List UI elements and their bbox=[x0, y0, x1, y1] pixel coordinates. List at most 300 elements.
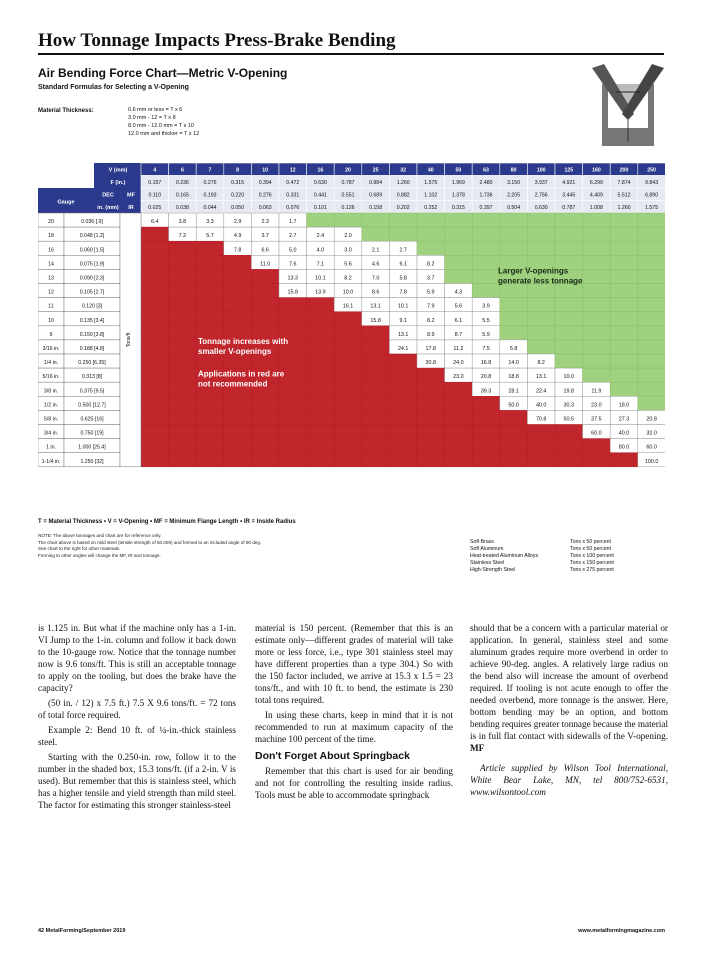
header-cell-text: 0.025 bbox=[148, 205, 162, 212]
green-cell bbox=[555, 326, 583, 340]
header-cell-text: 0.472 bbox=[286, 180, 300, 187]
red-cell bbox=[389, 425, 417, 439]
green-cell bbox=[445, 213, 473, 227]
red-cell bbox=[445, 410, 473, 424]
thickness-text: 0.090 [2.3] bbox=[79, 275, 105, 282]
tonnage-value: 5.6 bbox=[344, 261, 352, 268]
green-cell bbox=[638, 269, 665, 283]
header-cell-text: 0.276 bbox=[258, 192, 272, 199]
red-cell bbox=[334, 453, 362, 467]
red-cell bbox=[169, 326, 197, 340]
tonnage-value: 2.7 bbox=[289, 233, 297, 240]
header-inmm-label: in. (mm) bbox=[97, 205, 119, 211]
header-cell-text: 1.378 bbox=[451, 192, 465, 199]
red-cell bbox=[445, 425, 473, 439]
tonnage-value: 7.1 bbox=[316, 261, 325, 268]
green-cell bbox=[610, 368, 638, 382]
green-cell bbox=[417, 213, 445, 227]
tonnage-value: 2.1 bbox=[371, 247, 380, 254]
force-chart bbox=[38, 163, 665, 517]
red-cell bbox=[141, 340, 169, 354]
red-cell bbox=[362, 354, 390, 368]
thickness-text: 0.060 [1.5] bbox=[79, 247, 105, 254]
tonnage-value: 6.1 bbox=[454, 317, 463, 324]
tonnage-value: 22.4 bbox=[535, 388, 547, 395]
red-cell bbox=[583, 453, 611, 467]
tonnage-value: 37.5 bbox=[591, 416, 602, 423]
red-cell bbox=[196, 425, 224, 439]
note-line: Forming to other angles will change the MF, IR and tonnage. bbox=[38, 552, 161, 558]
red-cell bbox=[251, 439, 279, 453]
gauge-text: 9 bbox=[49, 331, 53, 338]
formula-line: 8.0 mm - 12.0 mm = T x 10 bbox=[128, 123, 194, 129]
tons-per-ft-label: Tons/ft bbox=[126, 332, 132, 348]
header-cell-text: 9.843 bbox=[645, 180, 659, 187]
red-cell bbox=[362, 382, 390, 396]
tonnage-value: 30.3 bbox=[563, 402, 575, 409]
header-cell-text: 63 bbox=[483, 167, 489, 174]
tonnage-value: 2.3 bbox=[261, 219, 269, 226]
red-cell bbox=[417, 439, 445, 453]
red-cell bbox=[141, 298, 169, 312]
green-cell bbox=[638, 354, 665, 368]
red-cell bbox=[527, 453, 555, 467]
header-cell-text: 0.630 bbox=[534, 205, 548, 212]
red-cell bbox=[417, 425, 445, 439]
tonnage-value: 18.8 bbox=[508, 374, 519, 381]
red-cell bbox=[279, 453, 307, 467]
tonnage-value: 50.0 bbox=[508, 402, 519, 409]
tonnage-value: 80.0 bbox=[618, 444, 630, 451]
red-cell bbox=[196, 410, 224, 424]
gauge-text: 20 bbox=[48, 219, 54, 226]
tonnage-value: 4.6 bbox=[371, 261, 380, 268]
tonnage-value: 9.1 bbox=[399, 317, 407, 324]
green-cell bbox=[583, 269, 611, 283]
header-cell-text: 25 bbox=[372, 167, 379, 174]
press-brake-illustration-icon bbox=[588, 62, 668, 162]
tonnage-value: 17.8 bbox=[425, 346, 437, 352]
red-cell bbox=[307, 340, 335, 354]
red-cell bbox=[307, 368, 335, 382]
tonnage-value: 28.1 bbox=[508, 388, 519, 395]
header-cell-text: 7 bbox=[208, 167, 212, 174]
red-cell bbox=[251, 284, 279, 298]
red-cell bbox=[141, 326, 169, 340]
red-cell bbox=[307, 410, 335, 424]
red-cell bbox=[224, 255, 252, 269]
red-cell bbox=[527, 425, 555, 439]
header-cell-text: 200 bbox=[619, 167, 629, 174]
red-cell bbox=[279, 354, 307, 368]
green-cell bbox=[583, 213, 611, 227]
header-cell-text: 2.756 bbox=[534, 192, 548, 199]
green-cell bbox=[610, 269, 638, 283]
red-cell bbox=[334, 396, 362, 410]
tonnage-value: 23.0 bbox=[591, 402, 602, 409]
red-cell bbox=[169, 354, 197, 368]
red-zone-text: not recommended bbox=[198, 379, 268, 389]
green-cell bbox=[638, 340, 665, 354]
red-cell bbox=[417, 396, 445, 410]
header-cell-text: 0.984 bbox=[369, 180, 383, 187]
red-cell bbox=[555, 453, 583, 467]
red-cell bbox=[141, 382, 169, 396]
red-cell bbox=[169, 382, 197, 396]
tonnage-value: 10.0 bbox=[342, 289, 354, 296]
green-cell bbox=[638, 368, 665, 382]
footer-left: 42 MetalForming/September 2019 bbox=[38, 928, 126, 934]
green-cell bbox=[527, 298, 555, 312]
header-cell-text: 0.236 bbox=[175, 180, 189, 187]
red-cell bbox=[141, 241, 169, 255]
green-cell bbox=[638, 284, 665, 298]
red-cell bbox=[251, 298, 279, 312]
green-cell bbox=[500, 298, 528, 312]
header-cell-text: 12 bbox=[289, 167, 296, 174]
red-cell bbox=[279, 298, 307, 312]
red-cell bbox=[141, 284, 169, 298]
header-cell-text: 0.157 bbox=[148, 180, 162, 187]
tonnage-value: 7.5 bbox=[482, 346, 490, 352]
thickness-text: 0.750 [19] bbox=[80, 430, 104, 437]
chart-legend-line: T = Material Thickness • V = V-Opening • MF = Minimum Flange Length • IR = Inside Radius bbox=[38, 519, 296, 525]
red-cell bbox=[141, 255, 169, 269]
red-cell bbox=[307, 354, 335, 368]
section-heading: Don't Forget About Springback bbox=[255, 750, 410, 762]
green-cell bbox=[527, 213, 555, 227]
red-cell bbox=[196, 298, 224, 312]
gauge-text: 10 bbox=[48, 317, 54, 324]
red-zone-text: smaller V-openings bbox=[198, 347, 272, 357]
red-cell bbox=[307, 396, 335, 410]
red-cell bbox=[141, 410, 169, 424]
header-cell-text: 0.315 bbox=[231, 180, 245, 187]
tonnage-value: 13.3 bbox=[287, 275, 299, 282]
green-cell bbox=[500, 326, 528, 340]
red-cell bbox=[169, 425, 197, 439]
note-line: See chart to the right for other materials. bbox=[38, 546, 121, 552]
thickness-text: 1.250 [32] bbox=[80, 458, 104, 465]
formula-line: 0.6 mm or less = T x 6 bbox=[128, 107, 183, 113]
material-row: Heat-treated Aluminum Alloys Tons x 100 percent bbox=[470, 553, 614, 559]
tonnage-value: 8.7 bbox=[454, 331, 463, 338]
gauge-text: 1/4 in. bbox=[43, 360, 59, 367]
tonnage-value: 7.8 bbox=[399, 289, 407, 296]
green-cell bbox=[445, 227, 473, 241]
red-cell bbox=[169, 410, 197, 424]
thickness-text: 0.188 [4.8] bbox=[79, 346, 105, 352]
red-cell bbox=[583, 439, 611, 453]
tonnage-value: 15.8 bbox=[370, 317, 381, 324]
header-gauge-label: Gauge bbox=[57, 199, 75, 206]
red-cell bbox=[362, 425, 390, 439]
header-cell-text: 0.050 bbox=[231, 205, 245, 212]
red-cell bbox=[169, 396, 197, 410]
red-cell bbox=[500, 410, 528, 424]
paragraph: Example 2: Bend 10 ft. of ¼-in.-thick stainless steel. bbox=[38, 725, 236, 747]
header-cell-text: 0.394 bbox=[258, 180, 272, 187]
red-cell bbox=[141, 354, 169, 368]
gauge-text: 13 bbox=[48, 275, 54, 282]
green-cell bbox=[583, 368, 611, 382]
header-cell-text: 0.126 bbox=[341, 205, 355, 212]
green-cell bbox=[500, 312, 528, 326]
red-cell bbox=[141, 269, 169, 283]
green-cell bbox=[638, 382, 665, 396]
header-cell-text: 40 bbox=[427, 167, 434, 174]
gauge-text: 3/8 in. bbox=[43, 388, 59, 395]
red-cell bbox=[141, 396, 169, 410]
chart-title: Air Bending Force Chart—Metric V-Opening bbox=[38, 66, 288, 80]
header-cell-text: 6.890 bbox=[645, 192, 659, 199]
green-cell bbox=[583, 340, 611, 354]
red-cell bbox=[417, 368, 445, 382]
header-cell-text: 1.260 bbox=[396, 180, 410, 187]
header-cell-text: 0.165 bbox=[175, 192, 189, 199]
header-cell-text: 4.921 bbox=[562, 180, 576, 187]
tonnage-value: 11.2 bbox=[453, 346, 464, 352]
red-cell bbox=[445, 382, 473, 396]
tonnage-value: 8.2 bbox=[537, 360, 545, 367]
material-row: Soft Brass Tons x 50 percent bbox=[470, 539, 611, 545]
green-cell bbox=[638, 255, 665, 269]
thickness-text: 1.000 [25.4] bbox=[78, 444, 106, 451]
tonnage-value: 5.9 bbox=[482, 331, 490, 338]
paragraph: In using these charts, keep in mind that it is not recommended to run at maximum capacity of the machine 100 percent of the time. bbox=[255, 710, 453, 744]
gauge-text: 18 bbox=[48, 233, 54, 240]
green-cell bbox=[334, 213, 362, 227]
note-line: The chart above is based on mild steel (tensile strength of 60,000) and formed to an included angle of 90 deg. bbox=[38, 539, 262, 545]
red-cell bbox=[196, 241, 224, 255]
green-cell bbox=[638, 312, 665, 326]
red-cell bbox=[196, 439, 224, 453]
tonnage-value: 27.3 bbox=[618, 416, 630, 423]
header-cell-text: 0.315 bbox=[451, 205, 465, 212]
green-cell bbox=[638, 241, 665, 255]
tonnage-value: 3.0 bbox=[344, 247, 352, 254]
red-cell bbox=[334, 368, 362, 382]
header-cell-text: 0.787 bbox=[341, 180, 355, 187]
article-column-3 bbox=[470, 622, 668, 801]
header-cell-text: 125 bbox=[564, 167, 574, 174]
red-cell bbox=[141, 439, 169, 453]
green-cell bbox=[500, 227, 528, 241]
header-cell-text: 3.445 bbox=[562, 192, 576, 199]
tonnage-value: 10.0 bbox=[563, 374, 575, 381]
red-cell bbox=[196, 269, 224, 283]
red-cell bbox=[362, 453, 390, 467]
red-cell bbox=[169, 340, 197, 354]
red-cell bbox=[169, 298, 197, 312]
header-cell-text: 0.551 bbox=[341, 192, 355, 199]
tonnage-value: 70.8 bbox=[535, 416, 547, 423]
tonnage-value: 7.8 bbox=[233, 247, 242, 254]
gauge-text: 12 bbox=[48, 289, 54, 296]
red-cell bbox=[334, 326, 362, 340]
tonnage-value: 4.0 bbox=[316, 247, 325, 254]
tonnage-value: 10.1 bbox=[397, 303, 409, 310]
green-cell bbox=[583, 241, 611, 255]
red-cell bbox=[472, 425, 500, 439]
green-cell bbox=[583, 312, 611, 326]
red-cell bbox=[224, 439, 252, 453]
red-cell bbox=[362, 326, 390, 340]
thickness-text: 0.313 [8] bbox=[81, 374, 103, 381]
header-cell-text: 3.150 bbox=[507, 180, 521, 187]
green-cell bbox=[610, 241, 638, 255]
tonnage-value: 8.2 bbox=[427, 317, 435, 324]
header-cell-text: 0.202 bbox=[396, 205, 410, 212]
red-cell bbox=[169, 312, 197, 326]
tonnage-value: 16.1 bbox=[342, 303, 354, 310]
tonnage-value: 6.6 bbox=[261, 247, 269, 254]
red-zone-text: Applications in red are bbox=[198, 369, 285, 379]
tonnage-value: 2.9 bbox=[233, 219, 242, 226]
green-cell bbox=[362, 227, 390, 241]
tonnage-value: 24.0 bbox=[453, 360, 464, 367]
chart-subtitle: Standard Formulas for Selecting a V-Opening bbox=[38, 84, 189, 91]
green-cell bbox=[389, 213, 417, 227]
tonnage-value: 2.0 bbox=[344, 233, 352, 240]
red-cell bbox=[417, 382, 445, 396]
header-cell-text: 1.736 bbox=[479, 192, 493, 199]
green-cell bbox=[638, 298, 665, 312]
green-cell bbox=[555, 312, 583, 326]
red-cell bbox=[500, 439, 528, 453]
red-cell bbox=[196, 255, 224, 269]
green-cell bbox=[555, 213, 583, 227]
footer-right: www.metalformingmagazine.com bbox=[578, 928, 665, 934]
red-cell bbox=[169, 284, 197, 298]
green-cell bbox=[472, 255, 500, 269]
tonnage-value: 13.1 bbox=[535, 374, 547, 381]
red-cell bbox=[169, 368, 197, 382]
tonnage-value: 13.9 bbox=[315, 289, 326, 296]
header-cell-text: 0.441 bbox=[313, 192, 327, 199]
tonnage-value: 7.2 bbox=[178, 233, 187, 240]
green-cell bbox=[417, 227, 445, 241]
green-cell bbox=[472, 269, 500, 283]
red-cell bbox=[527, 439, 555, 453]
header-cell-text: 0.787 bbox=[562, 205, 576, 212]
red-cell bbox=[500, 453, 528, 467]
green-cell bbox=[527, 312, 555, 326]
green-cell bbox=[610, 326, 638, 340]
green-cell bbox=[445, 241, 473, 255]
thickness-text: 0.036 [.9] bbox=[81, 219, 103, 226]
red-cell bbox=[334, 410, 362, 424]
gauge-text: 3/16 in. bbox=[42, 346, 60, 352]
red-cell bbox=[555, 439, 583, 453]
red-cell bbox=[279, 410, 307, 424]
tonnage-value: 5.5 bbox=[482, 317, 490, 324]
red-cell bbox=[417, 453, 445, 467]
header-cell-text: 0.220 bbox=[231, 192, 245, 199]
header-cell-text: 8 bbox=[236, 167, 240, 174]
header-cell-text: 0.689 bbox=[369, 192, 383, 199]
tonnage-value: 5.8 bbox=[509, 346, 518, 352]
note-line: NOTE: The above tonnages and chart are for reference only. bbox=[38, 533, 162, 538]
thickness-text: 0.250 [6.35] bbox=[78, 360, 106, 367]
header-cell-text: 4 bbox=[153, 167, 157, 174]
red-cell bbox=[196, 453, 224, 467]
green-cell bbox=[555, 241, 583, 255]
tonnage-value: 4.3 bbox=[454, 289, 463, 296]
red-cell bbox=[472, 396, 500, 410]
red-cell bbox=[279, 396, 307, 410]
header-cell-text: 16 bbox=[317, 167, 324, 174]
green-cell bbox=[610, 213, 638, 227]
tonnage-value: 8.9 bbox=[427, 331, 435, 338]
red-cell bbox=[472, 453, 500, 467]
thickness-text: 0.135 [3.4] bbox=[79, 317, 105, 324]
tonnage-value: 18.0 bbox=[618, 402, 630, 409]
red-cell bbox=[445, 453, 473, 467]
red-cell bbox=[389, 354, 417, 368]
tonnage-value: 5.0 bbox=[289, 247, 297, 254]
header-cell-text: 20 bbox=[345, 167, 351, 174]
red-cell bbox=[224, 312, 252, 326]
header-cell-text: 1.575 bbox=[424, 180, 438, 187]
tonnage-value: 5.8 bbox=[399, 275, 407, 282]
thickness-text: 0.500 [12.7] bbox=[78, 402, 106, 409]
tonnage-value: 14.0 bbox=[508, 360, 519, 367]
header-f-label: F (in.) bbox=[110, 180, 126, 186]
red-cell bbox=[334, 425, 362, 439]
green-cell bbox=[610, 284, 638, 298]
green-cell bbox=[638, 213, 665, 227]
tonnage-value: 40.0 bbox=[535, 402, 547, 409]
green-cell bbox=[555, 227, 583, 241]
gauge-text: 5/16 in. bbox=[42, 374, 60, 381]
red-cell bbox=[169, 439, 197, 453]
tonnage-value: 7.6 bbox=[289, 261, 297, 268]
green-cell bbox=[610, 340, 638, 354]
chart-notes bbox=[38, 533, 458, 559]
red-cell bbox=[251, 410, 279, 424]
green-zone-text: generate less tonnage bbox=[498, 276, 583, 286]
tonnage-value: 6.1 bbox=[399, 261, 407, 268]
red-cell bbox=[224, 396, 252, 410]
green-cell bbox=[638, 326, 665, 340]
paragraph: material is 150 percent. (Remember that this is an estimate only—different grades of material will take more or less force, i.e., type 301 stainless steel may have different properties than a type 304.) So with the 150 factor included, we arrive at 15.3 x 1.5 = 23 tons/ft., and with 10 ft. to bend, the estimate is 230 total tons required. bbox=[255, 623, 453, 705]
header-cell-text: 0.063 bbox=[258, 205, 272, 212]
tonnage-value: 19.8 bbox=[563, 388, 575, 395]
green-cell bbox=[583, 227, 611, 241]
red-cell bbox=[141, 312, 169, 326]
thickness-text: 0.120 [3] bbox=[81, 303, 103, 310]
red-cell bbox=[362, 340, 390, 354]
green-cell bbox=[472, 284, 500, 298]
green-cell bbox=[610, 354, 638, 368]
tonnage-value: 5.7 bbox=[206, 233, 214, 240]
tonnage-value: 3.7 bbox=[427, 275, 435, 282]
force-chart-svg bbox=[38, 163, 665, 517]
header-cell-text: 0.038 bbox=[175, 205, 189, 212]
red-cell bbox=[389, 439, 417, 453]
red-cell bbox=[169, 241, 197, 255]
material-thickness-label: Material Thickness: bbox=[38, 108, 94, 114]
header-cell-text: 2.480 bbox=[479, 180, 493, 187]
header-cell-text: 1.008 bbox=[589, 205, 603, 212]
thickness-text: 0.075 [1.9] bbox=[79, 261, 105, 268]
red-cell bbox=[224, 298, 252, 312]
red-cell bbox=[279, 439, 307, 453]
tonnage-value: 20.8 bbox=[646, 416, 657, 423]
tonnage-value: 23.0 bbox=[453, 374, 464, 381]
green-cell bbox=[389, 227, 417, 241]
